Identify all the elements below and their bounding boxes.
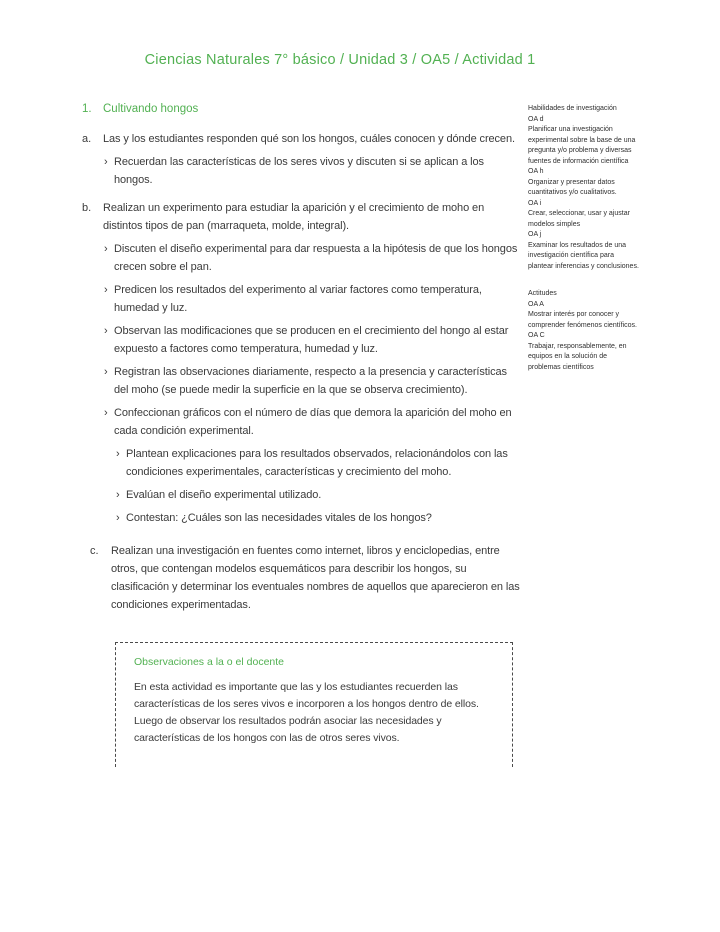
bullet-item: [104, 322, 522, 358]
bullet-item: [116, 445, 522, 481]
bullet-text: Observan las modificaciones que se producen en el crecimiento del hongo al estar expuesto a factores como temperatura, humedad y luz.: [114, 325, 509, 355]
bullet-chevron-icon: ›: [104, 284, 108, 296]
objective-code: OA A: [528, 300, 544, 308]
objective-text: Examinar los resultados de una investigación científica para plantear inferencias y conclusiones.: [528, 241, 639, 270]
objective-text: Organizar y presentar datos cuantitativos y/o cualitativos.: [528, 178, 617, 196]
page-title: Ciencias Naturales 7° básico / Unidad 3 / OA5 / Actividad 1: [144, 52, 536, 68]
sidebar-section-heading: Actitudes: [528, 290, 557, 297]
objective-code: OA d: [528, 115, 544, 123]
item-marker: b.: [82, 202, 92, 214]
bullet-chevron-icon: ›: [104, 366, 108, 378]
sidebar-section-heading: Habilidades de investigación: [528, 105, 617, 112]
objective-text: Trabajar, responsablemente, en equipos en la solución de problemas científicos: [528, 342, 627, 371]
list-item: [90, 542, 522, 614]
bullet-text: Discuten el diseño experimental para dar respuesta a la hipótesis de que los hongos crecen sobre el pan.: [114, 243, 518, 273]
item-text: Realizan una investigación en fuentes como internet, libros y enciclopedias, entre otros, que contengan modelos esquemáticos para describir los hongos, su clasificación y determinar los eventuales nombres de aquellos que aparecieron en las condiciones experimentadas.: [111, 545, 520, 611]
bullet-chevron-icon: ›: [116, 448, 120, 460]
main-content: [82, 103, 522, 767]
objective-code: OA i: [528, 199, 542, 207]
list-item-head: [90, 542, 522, 614]
list-item: [82, 199, 522, 527]
bullet-chevron-icon: ›: [116, 512, 120, 524]
list-item-head: [82, 199, 522, 235]
list-item: [82, 130, 522, 189]
objectives-sidebar: [528, 103, 640, 373]
bullet-item: [104, 404, 522, 440]
bullet-item: [104, 240, 522, 276]
bullet-item: [104, 363, 522, 399]
bullet-chevron-icon: ›: [104, 243, 108, 255]
content-layout: [82, 103, 720, 767]
objective-code: OA C: [528, 332, 545, 339]
objective-text: Mostrar interés por conocer y comprender fenómenos científicos.: [528, 311, 637, 329]
bullet-item: [104, 153, 522, 189]
bullet-text: Recuerdan las características de los seres vivos y discuten si se aplican a los hongos.: [114, 156, 484, 186]
bullet-item: [116, 486, 522, 504]
activity-heading: [82, 103, 522, 115]
objective-code: OA h: [528, 168, 544, 175]
activity-number: 1.: [82, 103, 92, 115]
bullet-item: [104, 281, 522, 317]
teacher-note-body: En esta actividad es importante que las y los estudiantes recuerden las características de los seres vivos e incorporen a los hongos dentro de ellos. Luego de observar los resultados podrán asociar las necesidades y características de los hongos con las de otros seres vivos.: [134, 681, 479, 744]
bullet-text: Evalúan el diseño experimental utilizado.: [126, 489, 322, 501]
bullet-chevron-icon: ›: [116, 489, 120, 501]
objective-text: Crear, seleccionar, usar y ajustar modelos simples: [528, 210, 630, 228]
sidebar-section: [528, 289, 640, 373]
item-marker: c.: [90, 545, 99, 557]
sidebar-section: [528, 104, 640, 272]
activity-title: Cultivando hongos: [103, 103, 199, 115]
activity-item-list: [82, 130, 522, 614]
item-text: Realizan un experimento para estudiar la aparición y el crecimiento de moho en distintos tipos de pan (marraqueta, molde, integral).: [103, 202, 485, 232]
bullet-text: Predicen los resultados del experimento al variar factores como temperatura, humedad y luz.: [114, 284, 482, 314]
bullet-text: Plantean explicaciones para los resultados observados, relacionándolos con las condiciones experimentales, características y crecimiento del moho.: [126, 448, 508, 478]
bullet-text: Contestan: ¿Cuáles son las necesidades vitales de los hongos?: [126, 512, 432, 524]
bullet-chevron-icon: ›: [104, 156, 108, 168]
bullet-item: [116, 509, 522, 527]
item-marker: a.: [82, 133, 92, 145]
bullet-chevron-icon: ›: [104, 407, 108, 419]
bullet-text: Confeccionan gráficos con el número de días que demora la aparición del moho en cada condición experimental.: [114, 407, 512, 437]
objective-text: Planificar una investigación experimental sobre la base de una pregunta y/o problema y diversas fuentes de información científica: [528, 126, 636, 165]
list-item-head: [82, 130, 522, 148]
objective-code: OA j: [528, 231, 542, 238]
teacher-note-title: Observaciones a la o el docente: [134, 656, 285, 668]
bullet-chevron-icon: ›: [104, 325, 108, 337]
item-text: Las y los estudiantes responden qué son los hongos, cuáles conocen y dónde crecen.: [103, 133, 515, 145]
bullet-text: Registran las observaciones diariamente, respecto a la presencia y características del moho (se puede medir la superficie en la que se observa crecimiento).: [114, 366, 507, 396]
teacher-note-box: [115, 642, 513, 767]
